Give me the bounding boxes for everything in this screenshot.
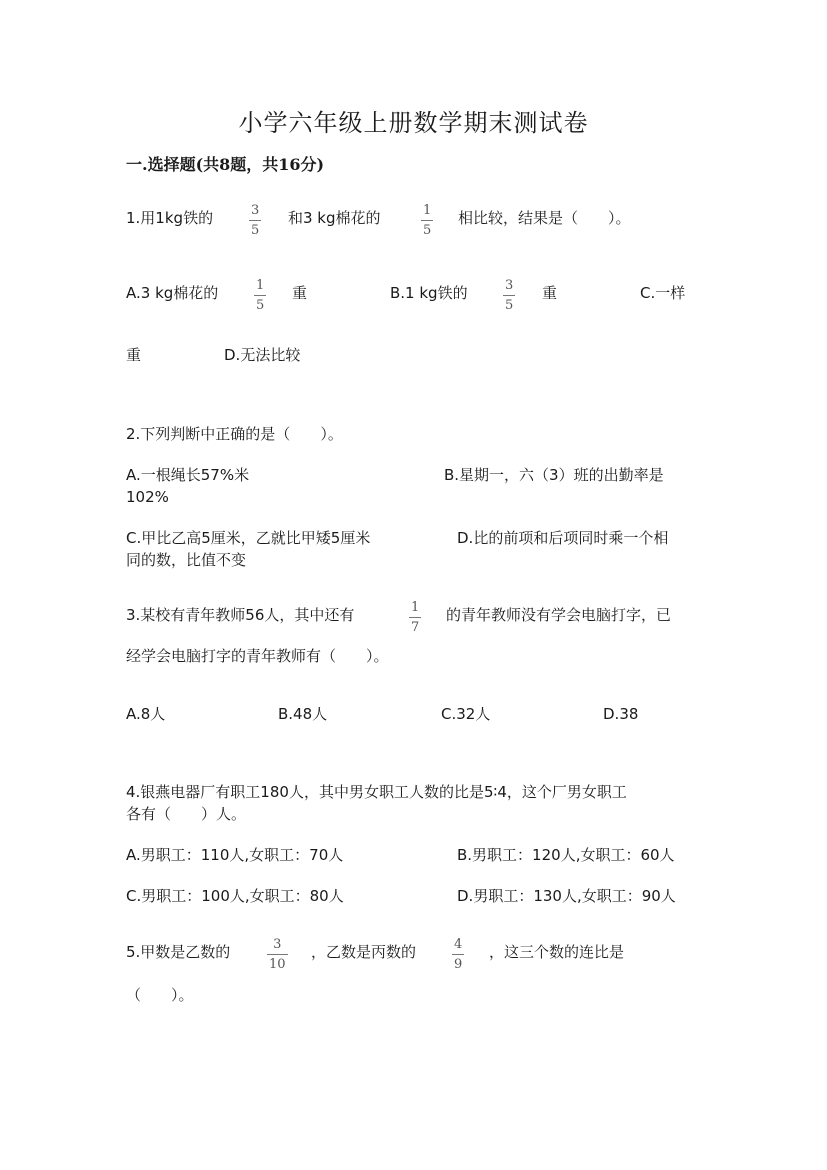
q4-option-c: C.男职工：100人,女职工：80人 bbox=[126, 887, 344, 905]
q4-option-b: B.男职工：120人,女职工：60人 bbox=[457, 846, 675, 864]
q5-fraction-1 bbox=[267, 937, 288, 972]
q1-option-a: A.3 kg棉花的 bbox=[126, 284, 219, 302]
fraction-denominator: 5 bbox=[423, 223, 432, 238]
q2-text: 2.下列判断中正确的是（ ）。 bbox=[126, 425, 343, 443]
q3-text-pre: 3.某校有青年教师56人，其中还有 bbox=[126, 606, 355, 624]
q1-option-a-suffix: 重 bbox=[292, 284, 308, 302]
q3-text-post: 的青年教师没有学会电脑打字，已 bbox=[446, 606, 672, 624]
q4-text-line2: 各有（ ）人。 bbox=[126, 805, 247, 823]
q3-option-b: B.48人 bbox=[278, 705, 328, 723]
fraction-numerator: 1 bbox=[411, 600, 420, 615]
q5-text-line2: （ ）。 bbox=[126, 986, 194, 1004]
q2-option-d: D.比的前项和后项同时乘一个相 bbox=[457, 529, 669, 547]
q1-fraction-1 bbox=[249, 203, 261, 238]
q5-text-pre: 5.甲数是乙数的 bbox=[126, 943, 231, 961]
q1-option-c: C.一样 bbox=[640, 284, 686, 302]
q2-option-b-cont: 102% bbox=[126, 488, 169, 506]
q1-option-b: B.1 kg铁的 bbox=[390, 284, 468, 302]
q1-text-mid: 和3 kg棉花的 bbox=[288, 209, 381, 227]
fraction-numerator: 3 bbox=[273, 937, 282, 952]
q3-option-c: C.32人 bbox=[441, 705, 491, 723]
fraction-numerator: 1 bbox=[423, 203, 432, 218]
fraction-denominator: 5 bbox=[251, 223, 260, 238]
fraction-denominator: 9 bbox=[454, 957, 463, 972]
q3-option-a: A.8人 bbox=[126, 705, 166, 723]
page-title: 小学六年级上册数学期末测试卷 bbox=[238, 109, 589, 137]
q1-option-a-fraction bbox=[254, 278, 266, 313]
q1-option-c-cont: 重 bbox=[126, 346, 142, 364]
q5-fraction-2 bbox=[452, 937, 464, 972]
q1-option-d: D.无法比较 bbox=[224, 346, 301, 364]
q1-fraction-2 bbox=[421, 203, 433, 238]
q3-text-line2: 经学会电脑打字的青年教师有（ ）。 bbox=[126, 647, 389, 665]
fraction-denominator: 7 bbox=[411, 620, 420, 635]
fraction-numerator: 3 bbox=[505, 278, 514, 293]
q5-text-mid: ，乙数是丙数的 bbox=[311, 943, 417, 961]
fraction-numerator: 3 bbox=[251, 203, 260, 218]
q1-option-b-suffix: 重 bbox=[542, 284, 558, 302]
q2-option-a: A.一根绳长57%米 bbox=[126, 466, 250, 484]
q1-option-b-fraction bbox=[503, 278, 515, 313]
section-heading: 一.选择题(共8题，共16分) bbox=[126, 155, 325, 174]
q5-text-post: ，这三个数的连比是 bbox=[489, 943, 625, 961]
q1-text-pre: 1.用1kg铁的 bbox=[126, 209, 214, 227]
fraction-denominator: 10 bbox=[269, 957, 286, 972]
fraction-denominator: 5 bbox=[505, 298, 514, 313]
q4-option-a: A.男职工：110人,女职工：70人 bbox=[126, 846, 344, 864]
q2-option-c: C.甲比乙高5厘米，乙就比甲矮5厘米 bbox=[126, 529, 371, 547]
q1-text-post: 相比较，结果是（ ）。 bbox=[458, 209, 631, 227]
fraction-numerator: 4 bbox=[454, 937, 463, 952]
q2-option-d-cont: 同的数，比值不变 bbox=[126, 551, 247, 569]
q3-option-d: D.38 bbox=[603, 705, 639, 723]
fraction-numerator: 1 bbox=[256, 278, 265, 293]
fraction-denominator: 5 bbox=[256, 298, 265, 313]
q3-fraction bbox=[409, 600, 421, 635]
q2-option-b: B.星期一，六（3）班的出勤率是 bbox=[444, 466, 664, 484]
q4-text-line1: 4.银燕电器厂有职工180人，其中男女职工人数的比是5∶4，这个厂男女职工 bbox=[126, 783, 627, 801]
q4-option-d: D.男职工：130人,女职工：90人 bbox=[457, 887, 676, 905]
